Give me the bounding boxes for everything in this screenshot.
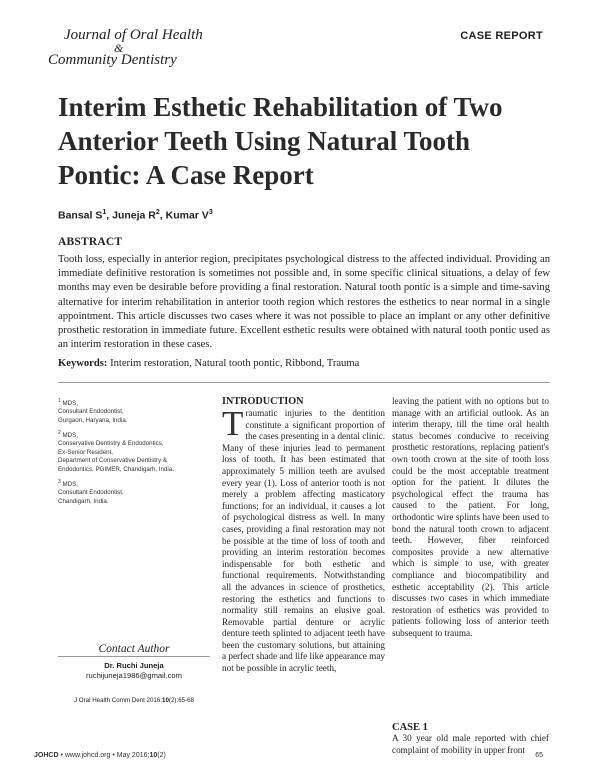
footer-bullet: • bbox=[60, 752, 63, 759]
contact-author-name: Dr. Ruchi Juneja bbox=[104, 661, 164, 670]
article-title: Interim Esthetic Rehabilitation of Two Anterior Teeth Using Natural Tooth Pontic: A Case Report bbox=[58, 92, 503, 190]
affiliation-line: Gurgaon, Haryana, India. bbox=[58, 416, 128, 424]
citation bbox=[58, 697, 210, 704]
journal-logo bbox=[48, 28, 203, 68]
footer-brand: JOHCD bbox=[34, 752, 59, 759]
footer-issue: May 2016;10(2) bbox=[116, 752, 166, 759]
author-separator: , bbox=[159, 209, 166, 222]
affiliation-line: Endodontics, PGIMER, Chandigarh, India. bbox=[58, 465, 174, 473]
affiliation-2 bbox=[58, 429, 208, 474]
affiliation-line: Consultant Endodontist, bbox=[58, 489, 124, 497]
affiliation-3 bbox=[58, 478, 208, 506]
citation-text: J Oral Health Comm Dent 2016; bbox=[73, 697, 163, 704]
section-label: CASE REPORT bbox=[460, 30, 543, 42]
case1-heading: CASE 1 bbox=[392, 722, 428, 733]
keywords-label: Keywords: bbox=[58, 358, 108, 369]
section-divider bbox=[58, 382, 550, 383]
affiliation-line: Ex-Senior Resident, bbox=[58, 448, 114, 456]
keywords-text: Interim restoration, Natural tooth pontic, Ribbond, Trauma bbox=[107, 358, 360, 369]
contact-author-heading: Contact Author bbox=[98, 643, 170, 655]
author-separator: , bbox=[106, 209, 113, 222]
author-name: Kumar V bbox=[165, 209, 209, 222]
affiliation-mark: 2 bbox=[58, 430, 61, 436]
affiliation-line: Department of Conservative Dentistry & bbox=[58, 457, 168, 465]
affiliation-line: Chandigarh, India. bbox=[58, 497, 109, 505]
contact-author-email[interactable]: ruchijuneja1986@gmail.com bbox=[86, 671, 182, 680]
affiliation-line: MDS, bbox=[62, 481, 78, 489]
footer-left bbox=[34, 752, 166, 759]
introduction-heading: INTRODUCTION bbox=[222, 396, 304, 407]
author-affiliation-mark: 3 bbox=[208, 209, 213, 216]
affiliation-line: Consultant Endodontist, bbox=[58, 408, 124, 416]
page-number: 65 bbox=[535, 752, 543, 759]
affiliation-line: MDS, bbox=[62, 400, 78, 408]
author-affiliation-mark: 2 bbox=[155, 209, 160, 216]
footer-bullet: • bbox=[112, 752, 115, 759]
case1-text: A 30 year old male reported with chief complaint of mobility in upper front bbox=[392, 733, 549, 755]
introduction-continued: leaving the patient with no options but to manage with an artificial outlook. As an interim therapy, till the time oral health status becomes conducive to receiving prosthetic restorations, replacing patient's own tooth crown at the site of tooth loss could be the most acceptable treatment option for the patient. It dilutes the psychological effect the trauma has caused to the patient. For long, orthodontic wire splints have been used to bond the natural tooth crown to adjacent teeth. However, fiber reinforced composites provide a new alternative which is simple to use, with greater compliance and biocompatibility and esthetic acceptability (2). This article discusses two cases in which immediate restoration of esthetics was provided to patients following loss of anterior teeth subsequent to trauma. bbox=[392, 396, 549, 638]
introduction-body: raumatic injuries to the dentition constitute a significant proportion of the cases presenting in a dental clinic. Many of these injuries lead to permanent loss of tooth. It has been estimated that approximately 5 million teeth are avulsed every year (1). Loss of anterior tooth is not merely a problem affecting masticatory functions; for an individual, it causes a lot of psychological distress as well. In many cases, providing a final restoration may not be possible at the time of loss of tooth and providing an interim restoration becomes indispensable for both esthetic and functional requirements. Notwithstanding all the advances in science of prosthetics, restoring the esthetics and functions to normality still remains an elusive goal. Removable partial denture or acrylic denture teeth splinted to adjacent teeth have been the customary solutions, but attaining a perfect shade and life like appearance may not be possible in acrylic teeth, bbox=[222, 408, 385, 674]
journal-name-ampersand: & bbox=[114, 41, 124, 55]
author-list bbox=[58, 209, 213, 222]
keywords bbox=[58, 357, 550, 371]
affiliation-line: MDS, bbox=[62, 432, 78, 440]
journal-name-line1: Journal of Oral Health bbox=[64, 27, 203, 43]
affiliation-mark: 1 bbox=[58, 398, 61, 404]
journal-name-line2: Community Dentistry bbox=[48, 52, 177, 68]
footer-url[interactable]: www.johcd.org bbox=[64, 752, 111, 759]
introduction-text bbox=[222, 404, 385, 675]
drop-cap: T bbox=[222, 404, 244, 443]
author-name: Juneja R bbox=[112, 209, 156, 222]
affiliation-1 bbox=[58, 397, 208, 425]
citation-volume: 10 bbox=[162, 697, 169, 704]
author-name: Bansal S bbox=[58, 209, 103, 222]
contact-divider bbox=[58, 656, 210, 657]
citation-issue: (2):65-68 bbox=[168, 697, 195, 704]
affiliation-mark: 3 bbox=[58, 479, 61, 485]
abstract-text: Tooth loss, especially in anterior region, precipitates psychological distress to the affected individual. Providing an immediate definitive restoration is sometimes not possible and, in some specific clinical situations, a delay of few months may even be desirable before providing a final restoration. Natural tooth pontic is a simple and time-saving alternative for interim rehabilitation in anterior tooth region which restores the esthetics to near normal in a single appointment. This article discusses two cases where it was not possible to place an implant or any other definitive prosthetic restoration in immediate future. Excellent esthetic results were obtained with natural tooth pontic used as an interim restoration in these cases. bbox=[58, 254, 550, 351]
affiliation-line: Conservative Dentistry & Endodontics, bbox=[58, 440, 164, 448]
abstract-heading: ABSTRACT bbox=[58, 236, 123, 248]
author-affiliation-mark: 1 bbox=[102, 209, 107, 216]
